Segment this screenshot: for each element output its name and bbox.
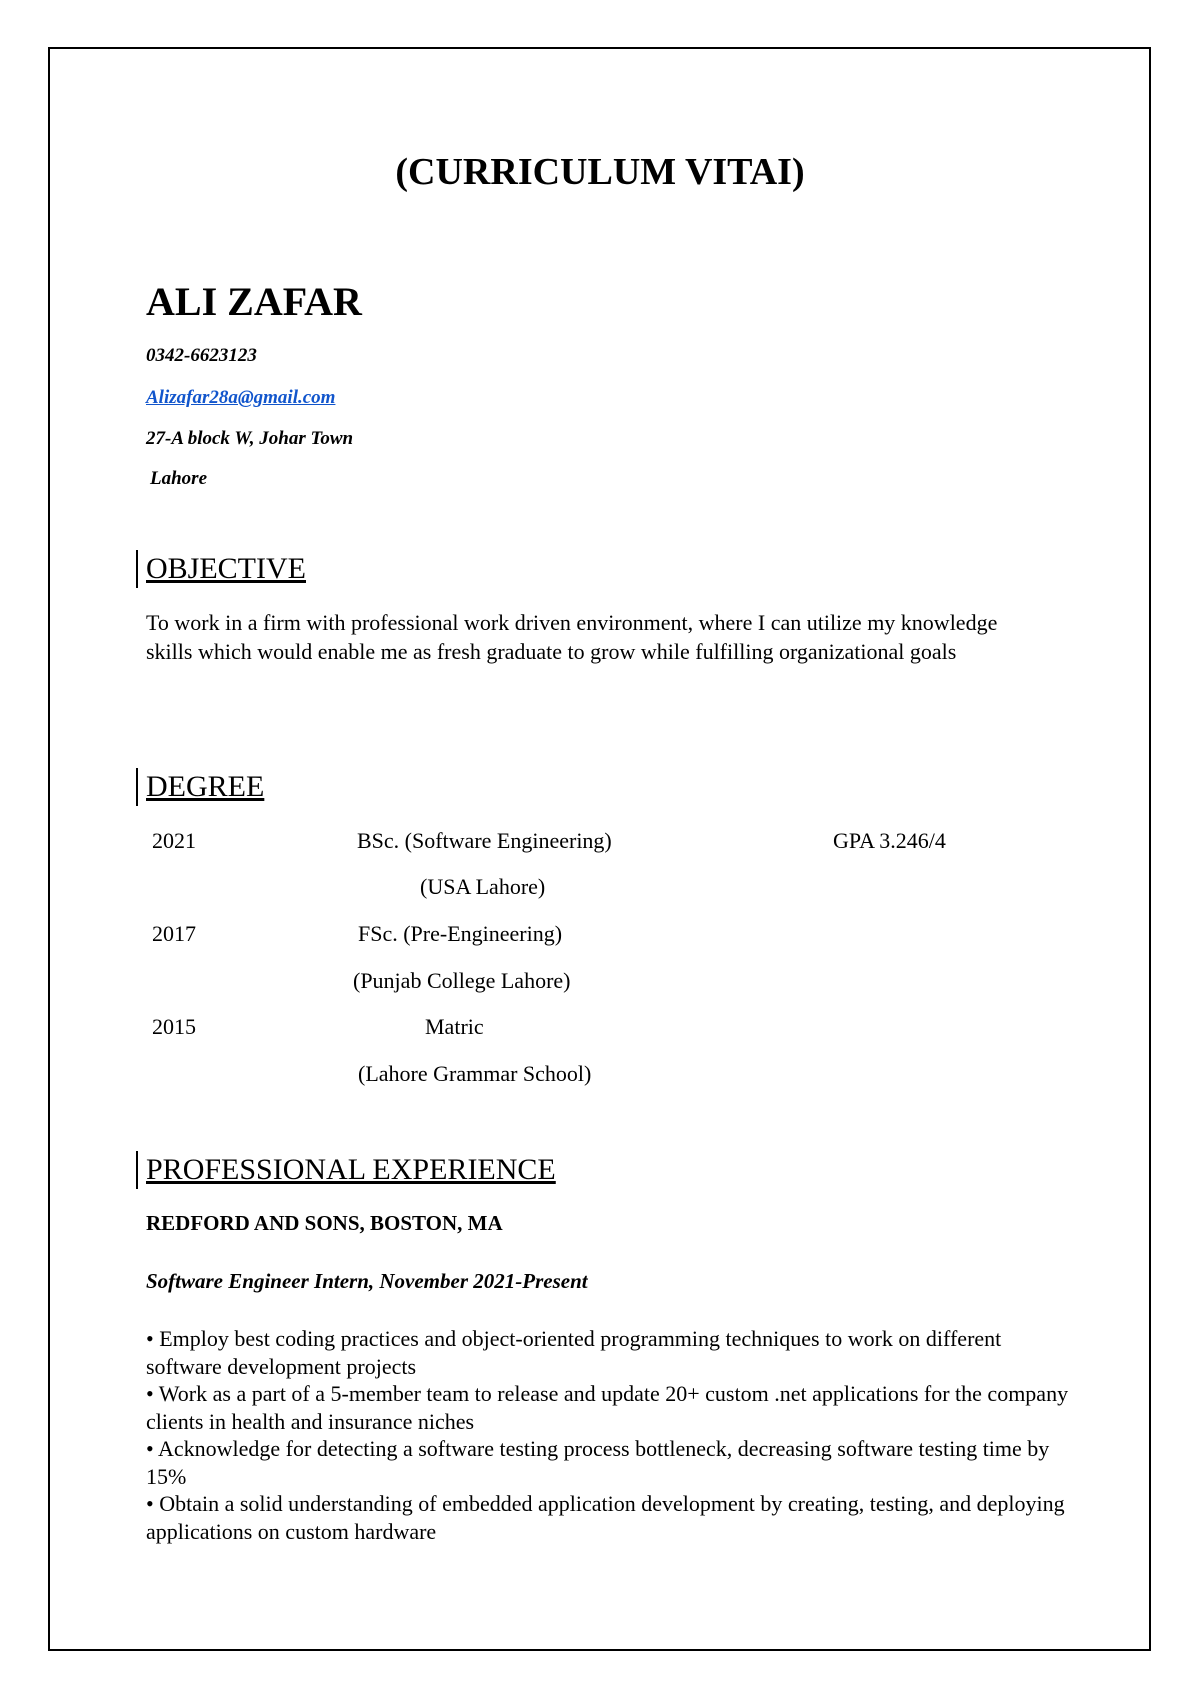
- section-marker: [136, 768, 138, 806]
- experience-bullet: • Acknowledge for detecting a software testing process bottleneck, decreasing software testing time by 15%: [146, 1436, 1050, 1489]
- degree-institution: (Punjab College Lahore): [353, 968, 571, 993]
- degree-gpa: GPA 3.246/4: [833, 828, 946, 853]
- degree-title: Matric: [425, 1014, 484, 1039]
- company-name: REDFORD AND SONS, BOSTON, MA: [146, 1211, 503, 1235]
- degree-heading: DEGREE: [146, 770, 265, 803]
- experience-bullet: • Work as a part of a 5-member team to release and update 20+ custom .net applications for the company clients in health and insurance niches: [146, 1381, 1069, 1434]
- degree-title: FSc. (Pre-Engineering): [358, 921, 563, 946]
- experience-bullet: • Obtain a solid understanding of embedded application development by creating, testing, and deploying applications on custom hardware: [146, 1491, 1065, 1544]
- document-title: (CURRICULUM VITAI): [395, 151, 805, 193]
- objective-heading: OBJECTIVE: [146, 552, 306, 585]
- phone-number: 0342-6623123: [146, 345, 257, 366]
- experience-heading: PROFESSIONAL EXPERIENCE: [146, 1153, 556, 1186]
- degree-year: 2021: [152, 828, 196, 853]
- candidate-name: ALI ZAFAR: [146, 279, 362, 324]
- degree-institution: (USA Lahore): [420, 874, 546, 899]
- section-marker: [136, 550, 138, 588]
- degree-year: 2015: [152, 1014, 196, 1039]
- degree-year: 2017: [152, 921, 196, 946]
- address-line-2: Lahore: [150, 468, 207, 489]
- section-marker: [136, 1151, 138, 1189]
- email-link[interactable]: Alizafar28a@gmail.com: [146, 387, 336, 408]
- experience-bullets: [146, 1325, 1076, 1545]
- degree-institution: (Lahore Grammar School): [358, 1061, 592, 1086]
- address-line-1: 27-A block W, Johar Town: [146, 428, 354, 449]
- degree-title: BSc. (Software Engineering): [357, 828, 612, 853]
- job-role: Software Engineer Intern, November 2021-Present: [146, 1269, 588, 1293]
- experience-bullet: • Employ best coding practices and object-oriented programming techniques to work on different software development projects: [146, 1326, 1002, 1379]
- objective-text: To work in a firm with professional work driven environment, where I can utilize my knowledge skills which would enable me as fresh graduate to grow while fulfilling organizational goals: [146, 610, 998, 664]
